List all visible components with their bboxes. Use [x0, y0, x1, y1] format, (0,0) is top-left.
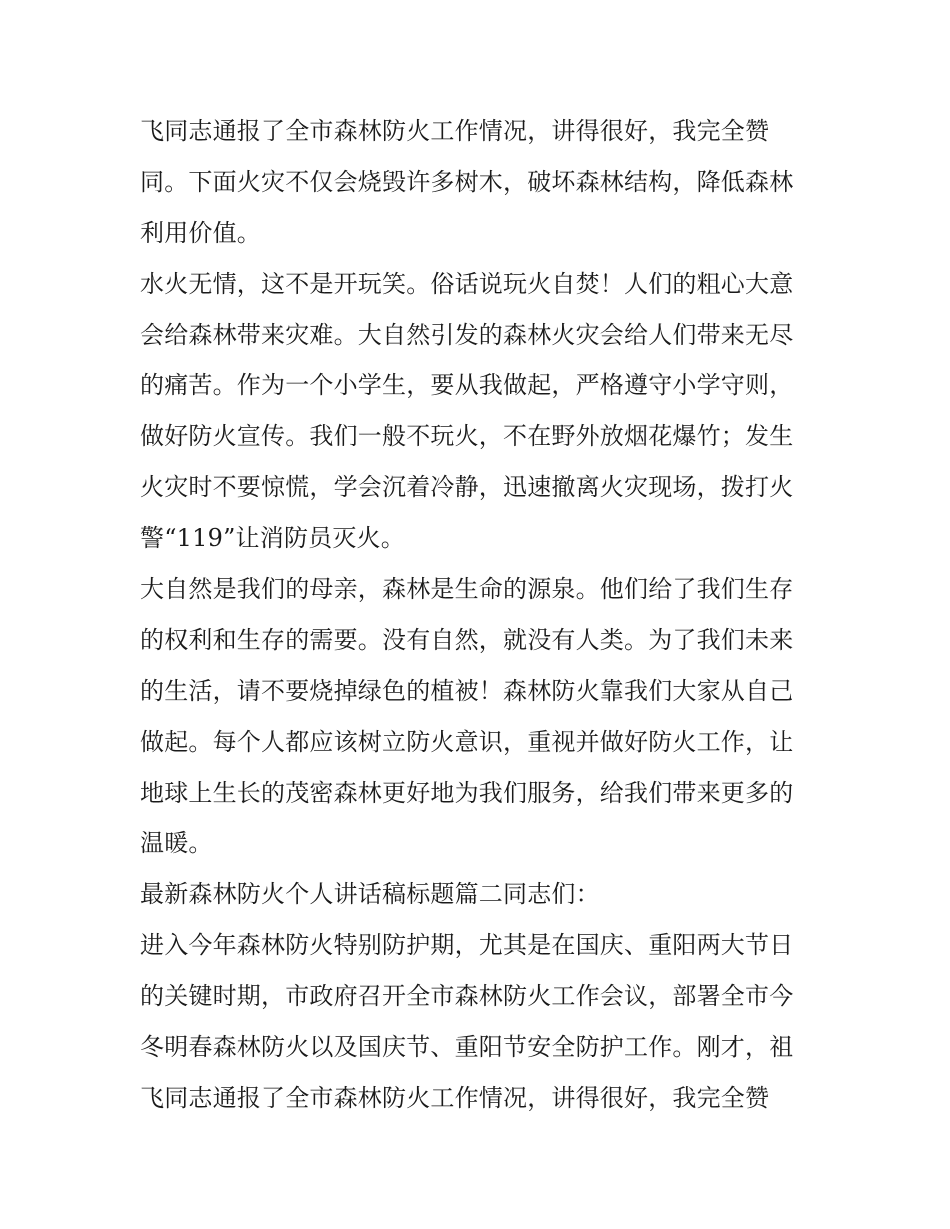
text-line: 利用价值。 [140, 218, 261, 247]
text-line: 的生活，请不要烧掉绿色的植被！森林防火靠我们大家从自己 [140, 676, 794, 705]
text-line: 地球上生长的茂密森林更好地为我们服务，给我们带来更多的 [140, 778, 794, 807]
text-line: 的关键时期，市政府召开全市森林防火工作会议，部署全市今 [140, 982, 794, 1011]
text-line: 同。下面火灾不仅会烧毁许多树木，破坏森林结构，降低森林 [140, 167, 794, 196]
text-line: 冬明春森林防火以及国庆节、重阳节安全防护工作。刚才，祖 [140, 1033, 794, 1062]
section-heading-line: 最新森林防火个人讲话稿标题篇二同志们： [140, 880, 600, 909]
text-line: 大自然是我们的母亲，森林是生命的源泉。他们给了我们生存 [140, 575, 794, 604]
text-line: 做起。每个人都应该树立防火意识，重视并做好防火工作，让 [140, 727, 794, 756]
text-line: 火灾时不要惊慌，学会沉着冷静，迅速撤离火灾现场，拨打火 [140, 473, 794, 502]
text-line: 会给森林带来灾难。大自然引发的森林火灾会给人们带来无尽 [140, 320, 794, 349]
text-line: 温暖。 [140, 829, 213, 858]
text-line: 飞同志通报了全市森林防火工作情况，讲得很好，我完全赞 [140, 117, 770, 145]
text-line: 的痛苦。作为一个小学生，要从我做起，严格遵守小学守则， [140, 371, 794, 400]
text-line: 飞同志通报了全市森林防火工作情况，讲得很好，我完全赞 [140, 1083, 770, 1112]
text-line: 水火无情，这不是开玩笑。俗话说玩火自焚！人们的粗心大意 [140, 269, 794, 298]
text-line: 的权利和生存的需要。没有自然，就没有人类。为了我们未来 [140, 625, 794, 654]
text-line: 做好防火宣传。我们一般不玩火，不在野外放烟花爆竹；发生 [140, 422, 794, 451]
text-line: 警“119”让消防员灭火。 [140, 524, 405, 553]
text-line: 进入今年森林防火特别防护期，尤其是在国庆、重阳两大节日 [140, 931, 794, 960]
document-body [140, 106, 820, 1124]
